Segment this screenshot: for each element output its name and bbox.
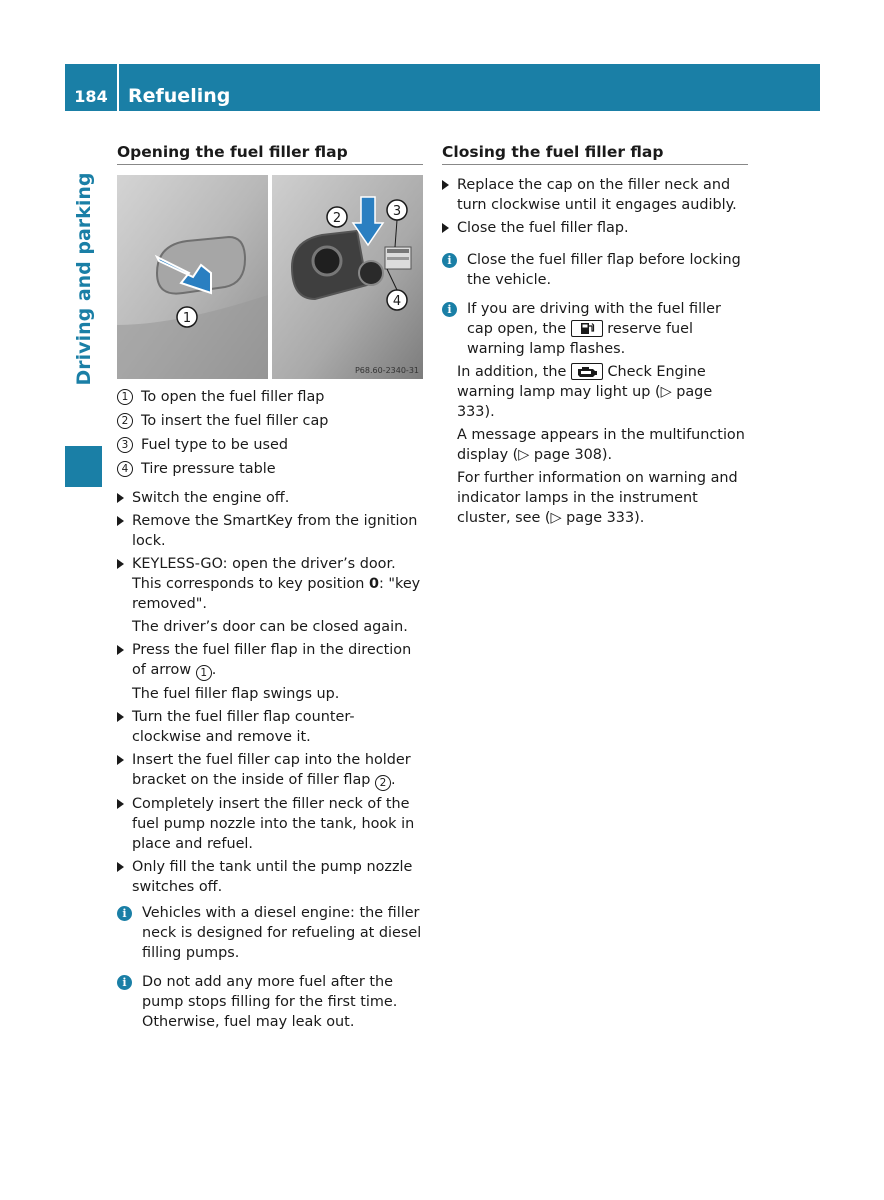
section-title-opening: Opening the fuel filler flap [117, 142, 423, 165]
header-separator [117, 64, 119, 111]
fuel-flap-illustration-svg [117, 175, 423, 379]
note-text: Do not add any more fuel after the pump stops filling for the first time. Otherwise, fuel may leak out. [142, 974, 398, 1030]
key-position-value: 0 [368, 576, 379, 592]
svg-text:2: 2 [332, 211, 342, 226]
legend-item-2 [117, 411, 423, 431]
info-note [442, 299, 748, 359]
step-text: Turn the fuel filler flap counter-clockwise and remove it. [132, 709, 355, 745]
step-text-part: Insert the fuel filler cap into the holder bracket on the inside of filler flap [132, 752, 411, 788]
step-text: Completely insert the filler neck of the fuel pump nozzle into the tank, hook in place and refuel. [132, 796, 415, 852]
note-text-part: reserve fuel warning lamp flashes. [467, 321, 693, 357]
step-text-part: Press the fuel filler flap in the direction of arrow [132, 642, 412, 678]
step-item [117, 511, 423, 551]
legend-text: Tire pressure table [141, 461, 276, 477]
paragraph [442, 362, 748, 422]
legend-text: Fuel type to be used [141, 437, 288, 453]
bullet-arrow-icon [117, 799, 124, 809]
bullet-arrow-icon [117, 712, 124, 722]
bullet-arrow-icon [117, 493, 124, 503]
legend-text: To open the fuel filler flap [141, 389, 325, 405]
step-item [117, 554, 423, 614]
step-item [117, 488, 423, 508]
step-item [117, 707, 423, 747]
info-icon: i [117, 906, 132, 921]
callout-number-inline: 1 [196, 665, 212, 681]
callout-number: 4 [117, 461, 133, 477]
paragraph-text-part: Check Engine warning lamp may light up (▷ page 333). [457, 364, 713, 420]
check-engine-icon [571, 363, 603, 380]
page-number: 184 [74, 87, 108, 106]
note-text: Vehicles with a diesel engine: the filler neck is designed for refueling at diesel filling pumps. [142, 905, 422, 961]
step-text: Remove the SmartKey from the ignition lock. [132, 513, 418, 549]
bullet-arrow-icon [117, 559, 124, 569]
step-text: Replace the cap on the filler neck and turn clockwise until it engages audibly. [457, 177, 737, 213]
note-text: Close the fuel filler flap before locking the vehicle. [467, 252, 741, 288]
step-text-part: KEYLESS-GO: open the driver’s door. This corresponds to key position [132, 556, 396, 592]
note-text-part: If you are driving with the fuel filler cap open, the [467, 301, 721, 337]
step-text-part: . [211, 662, 217, 678]
side-tab [65, 111, 102, 446]
paragraph-text-part: In addition, the [457, 364, 571, 380]
callout-number: 2 [117, 413, 133, 429]
bullet-arrow-icon [117, 516, 124, 526]
step-continuation: The driver’s door can be closed again. [132, 619, 408, 635]
step-text: Only fill the tank until the pump nozzle switches off. [132, 859, 413, 895]
legend-item-1 [117, 387, 423, 407]
page-title: Refueling [128, 85, 231, 107]
step-text: Close the fuel filler flap. [457, 220, 629, 236]
svg-text:4: 4 [392, 294, 402, 309]
step-item [117, 794, 423, 854]
paragraph: A message appears in the multifunction display (▷ page 308). [457, 427, 745, 463]
callout-number: 1 [117, 389, 133, 405]
step-text-part: . [390, 772, 396, 788]
figure-code: P68.60-2340-31 [354, 366, 419, 375]
legend-item-3 [117, 435, 423, 455]
bullet-arrow-icon [442, 180, 449, 190]
step-item [117, 857, 423, 897]
info-icon: i [117, 975, 132, 990]
info-icon: i [442, 253, 457, 268]
step-continuation: The fuel filler flap swings up. [132, 686, 340, 702]
info-note [117, 972, 423, 1032]
step-text-part: : "key removed". [132, 576, 421, 612]
bullet-arrow-icon [117, 755, 124, 765]
side-tab-label: Driving and parking [72, 172, 95, 385]
left-column [117, 142, 423, 1041]
step-text: Switch the engine off. [132, 490, 290, 506]
note-text [457, 299, 748, 359]
bullet-arrow-icon [442, 223, 449, 233]
svg-text:3: 3 [392, 204, 402, 219]
step-item [442, 175, 748, 215]
step-item [117, 640, 423, 681]
info-note [442, 250, 748, 290]
bullet-arrow-icon [117, 645, 124, 655]
info-icon: i [442, 302, 457, 317]
right-column [442, 142, 748, 531]
fuel-flap-illustration [117, 175, 423, 379]
info-note [117, 903, 423, 963]
callout-number: 3 [117, 437, 133, 453]
bullet-arrow-icon [117, 862, 124, 872]
callout-number-inline: 2 [375, 775, 391, 791]
paragraph: For further information on warning and indicator lamps in the instrument cluster, see (▷ page 333). [457, 470, 738, 526]
section-title-closing: Closing the fuel filler flap [442, 142, 748, 165]
svg-text:1: 1 [182, 311, 192, 326]
legend-item-4 [117, 459, 423, 479]
legend-text: To insert the fuel filler cap [141, 413, 329, 429]
fuel-pump-icon [571, 320, 603, 337]
step-item [117, 750, 423, 791]
step-item [442, 218, 748, 238]
